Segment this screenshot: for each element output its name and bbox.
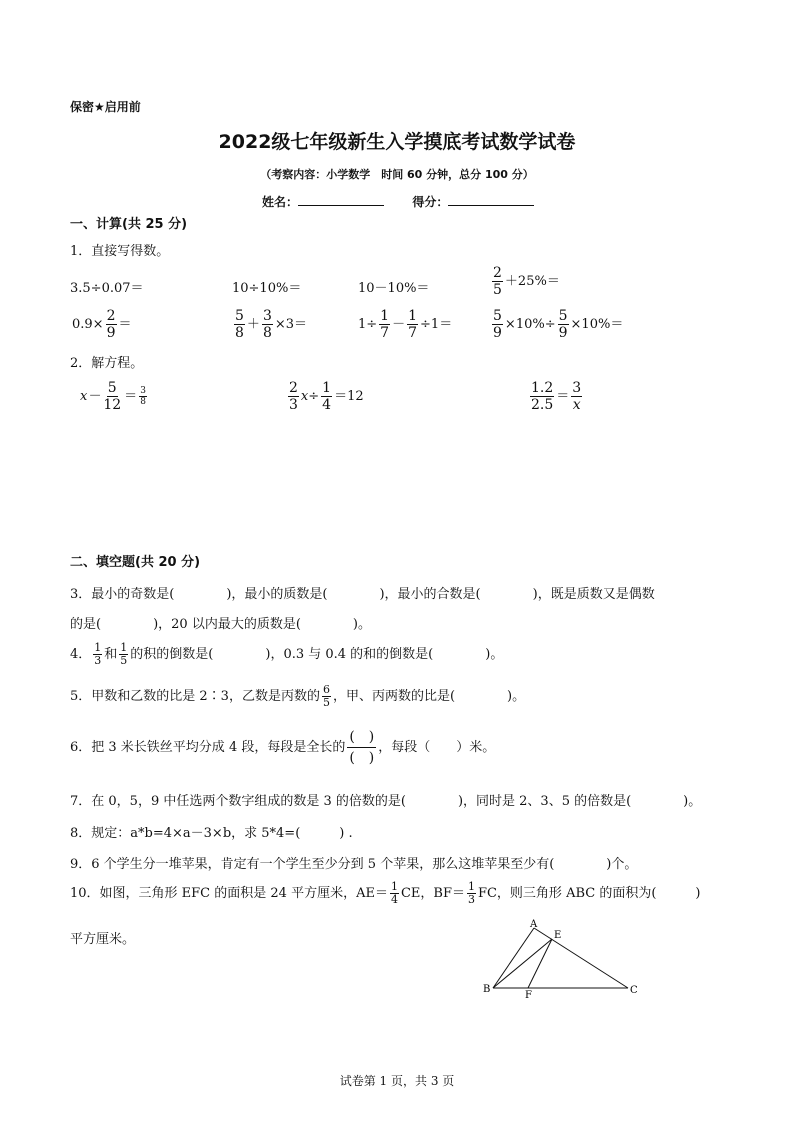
fraction: $\frac{5}{8}$ [235,308,244,341]
question-3-line2: 的是( )，20 以内最大的质数是( )。 [70,617,371,632]
question-3-line1: 3．最小的奇数是( )，最小的质数是( )，最小的合数是( )，既是质数又是偶数 [70,587,655,602]
fraction: $\frac{6}{5}$ [322,683,330,709]
name-blank [298,193,384,206]
question-5: 5．甲数和乙数的比是 2∶3，乙数是丙数的 $\frac{6}{5}$ ，甲、丙两数的比是( )。 [70,683,526,709]
equation-1: x－ $\frac{5}{12}$ ＝ $\frac{3}{8}$ [80,380,146,413]
score-blank [448,193,534,206]
fraction: $\frac{1}{7}$ [408,308,418,341]
question-10: 10．如图，三角形 EFC 的面积是 24 平方厘米，AE＝ $\frac{1}{4}$ CE，BF＝ $\frac{1}{3}$ FC，则三角形 ABC 的面积为( ) [70,880,701,906]
section2-heading: 二、填空题(共 20 分) [70,555,201,570]
vertex-c: C [630,985,638,996]
calc-1a: 3.5÷0.07＝ [70,281,144,296]
segment-be [493,939,552,988]
name-label: 姓名： [262,195,299,209]
fraction: $\frac{2}{3}$ [289,380,298,413]
edge-ac [534,928,628,988]
vertex-b: B [483,984,491,995]
question-4: 4． $\frac{1}{3}$ 和 $\frac{1}{5}$ 的积的倒数是( )，0.3 与 0.4 的和的倒数是( )。 [70,641,504,667]
calc-1c: 10－10%＝ [358,281,430,296]
question-8: 8．规定：a*b=4×a－3×b，求 5*4=( ) . [70,826,353,841]
calc-1b: 10÷10%＝ [232,281,302,296]
triangle-figure [480,918,640,1000]
segment-ef [528,939,552,988]
equation-2: $\frac{2}{3}$ x÷ $\frac{1}{4}$ ＝12 [289,380,364,413]
calc-2a: 0.9× $\frac{2}{9}$ ＝ [72,308,132,341]
calc-2b: $\frac{5}{8}$ ＋ $\frac{3}{8}$ ×3＝ [235,308,308,341]
fraction: $\frac{2}{9}$ [106,308,116,341]
name-field [262,193,534,210]
question-9: 9．6 个学生分一堆苹果，肯定有一个学生至少分到 5 个苹果，那么这堆苹果至少有( )个。 [70,857,638,872]
fraction: $\frac{1}{4}$ [390,880,398,906]
q2-label: 2．解方程。 [70,356,144,371]
vertex-a: A [530,919,538,930]
calc-1d: $\frac{2}{5}$ ＋25%＝ [493,265,560,298]
vertex-e: E [554,930,562,941]
calc-2c: 1÷ $\frac{1}{7}$ － $\frac{1}{7}$ ÷1＝ [358,308,453,341]
question-10-line2: 平方厘米。 [70,932,136,947]
question-6: 6．把 3 米长铁丝平均分成 4 段，每段是全长的 $\frac{( )}{( )}$ ，每段（ ）米。 [70,729,496,766]
question-7: 7．在 0，5，9 中任选两个数字组成的数是 3 的倍数的是( )，同时是 2、3、5 的倍数是( )。 [70,794,702,809]
fraction: $\frac{1}{3}$ [467,880,475,906]
fraction: $\frac{5}{9}$ [558,308,568,341]
q1-label: 1．直接写得数。 [70,244,170,259]
fraction: $\frac{5}{12}$ [103,380,122,413]
section1-heading: 一、计算(共 25 分) [70,217,188,232]
score-label: 得分： [412,195,449,209]
fraction: $\frac{5}{9}$ [493,308,502,341]
fraction: $\frac{3}{8}$ [140,386,146,407]
fraction: $\frac{1}{4}$ [322,380,332,413]
edge-ab [493,928,534,988]
fraction: $\frac{3}{x}$ [572,380,582,413]
page-title: 2022级七年级新生入学摸底考试数学试卷 [218,131,576,153]
subtitle: （考察内容：小学数学 时间 60 分钟，总分 100 分） [260,168,534,181]
fraction: $\frac{1.2}{2.5}$ [531,380,554,413]
secret-label: 保密★启用前 [70,100,141,114]
answer-fraction[interactable]: $\frac{( )}{( )}$ [349,729,375,766]
fraction: $\frac{1}{5}$ [120,641,128,667]
page-footer: 试卷第 1 页，共 3 页 [339,1074,455,1088]
fraction: $\frac{3}{8}$ [262,308,272,341]
fraction: $\frac{2}{5}$ [493,265,502,298]
calc-2d: $\frac{5}{9}$ ×10%÷ $\frac{5}{9}$ ×10%＝ [493,308,624,341]
equation-3: $\frac{1.2}{2.5}$ ＝ $\frac{3}{x}$ [531,380,582,413]
fraction: $\frac{1}{7}$ [380,308,390,341]
fraction: $\frac{1}{3}$ [94,641,102,667]
vertex-f: F [525,990,532,1000]
